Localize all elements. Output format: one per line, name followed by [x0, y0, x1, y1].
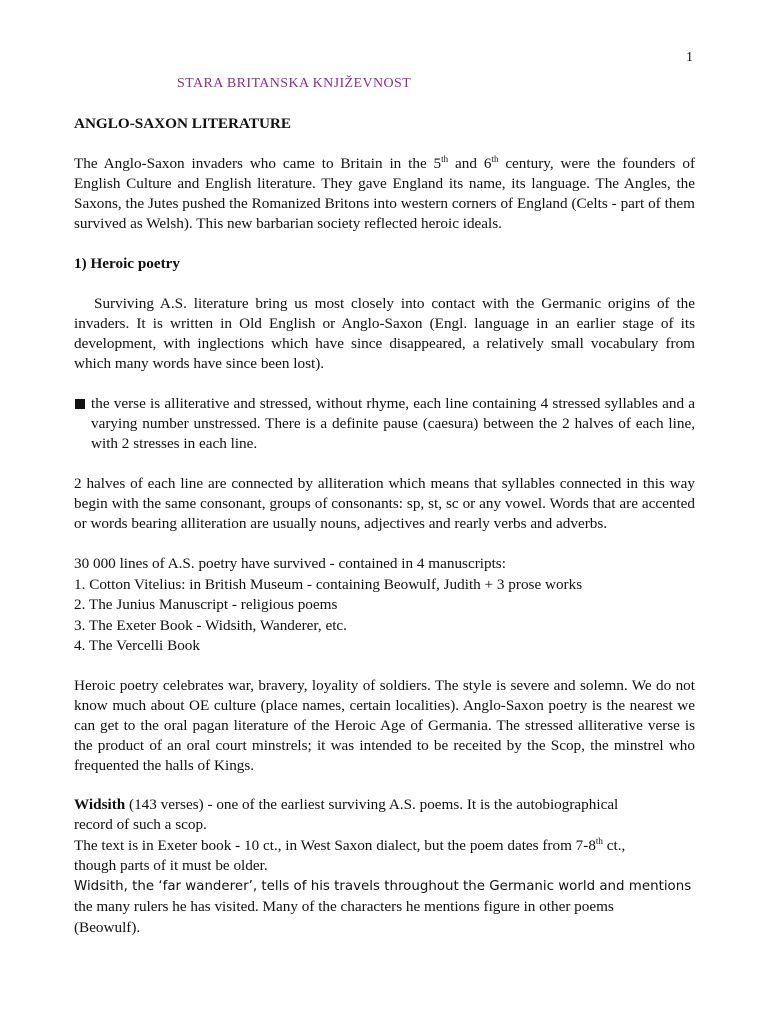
intro-paragraph [74, 154, 695, 234]
widsith-block [74, 795, 695, 939]
widsith-line-5: Widsith, the ‘far wanderer’, tells of his travels throughout the Germanic world and mentions [74, 878, 692, 894]
section-heading: ANGLO-SAXON LITERATURE [74, 115, 292, 132]
page-number: 1 [686, 50, 693, 65]
square-bullet-icon [75, 399, 85, 409]
intro-sup-1: th [441, 153, 449, 164]
widsith-line-4: though parts of it must be older. [74, 857, 268, 874]
intro-sup-2: th [491, 153, 499, 164]
widsith-line-6: the many rulers he has visited. Many of the characters he mentions figure in other poems [74, 898, 614, 915]
manuscript-item: 1. Cotton Vitelius: in British Museum - containing Beowulf, Judith + 3 prose works [74, 575, 583, 593]
heroic-poetry-heading: 1) Heroic poetry [74, 255, 180, 272]
intro-rest: of English Culture and English literature. They gave England its name, its language. The Angles, the Saxons, the Jutes pushed the Romanized Britons into western corners of England (Celts - part of them survived as Welsh). This new barbarian society reflected heroic ideals. [74, 155, 695, 232]
intro-line1-c: century, were the founders [498, 155, 676, 172]
widsith-line-7: (Beowulf). [74, 918, 141, 936]
widsith-line3-b: ct., [602, 836, 626, 854]
document-body [74, 114, 695, 938]
widsith-line1-rest: (143 verses) - one of the earliest surviving A.S. poems. It is the autobiographical [125, 795, 619, 813]
manuscripts-block [74, 554, 695, 657]
widsith-line3-a: The text is in Exeter book - 10 ct., in West Saxon dialect, but the poem dates from 7-8 [74, 836, 596, 854]
verse-bullet-text: the verse is alliterative and stressed, without rhyme, each line containing 4 stressed syllables and a varying number unstressed. There is a definite pause (caesura) between the 2 halves of each line, with 2 stresses in each line. [91, 395, 695, 452]
surviving-paragraph: Surviving A.S. literature bring us most closely into contact with the Germanic origins of the invaders. It is written in Old English or Anglo-Saxon (Engl. language in an earlier stage of its development, with inglections which have since disappeared, a relatively small vocabulary from which many words have since been lost). [74, 295, 695, 372]
manuscripts-intro: 30 000 lines of A.S. poetry have survived - contained in 4 manuscripts: [74, 555, 506, 572]
verse-bullet-item [74, 394, 695, 454]
manuscript-item: 2. The Junius Manuscript - religious poems [74, 596, 338, 613]
manuscript-item: 4. The Vercelli Book [74, 637, 200, 654]
intro-line1-b: and 6 [448, 155, 492, 172]
heroic-poetry-paragraph: Heroic poetry celebrates war, bravery, loyality of soldiers. The style is severe and solemn. We do not know much about OE culture (place names, certain localities). Anglo-Saxon poetry is the nearest we can get to the oral pagan literature of the Heroic Age of Germania. The stressed alliterative verse is the product of an oral court minstrels; it was intended to be receited by the Scop, the minstrel who frequented the halls of Kings. [74, 676, 695, 774]
manuscript-item: 3. The Exeter Book - Widsith, Wanderer, etc. [74, 616, 347, 634]
alliteration-paragraph: 2 halves of each line are connected by alliteration which means that syllables connected in this way begin with the same consonant, groups of consonants: sp, st, sc or any vowel. Words that are accented or words bearing alliteration are usually nouns, adjectives and rearly verbs and adverbs. [74, 475, 695, 532]
widsith-line-1 [74, 795, 695, 816]
widsith-line3-sup: th [595, 835, 603, 846]
widsith-name: Widsith [74, 795, 126, 813]
intro-line1-a: The Anglo-Saxon invaders who came to Britain in the 5 [74, 155, 442, 172]
widsith-line-2: record of such a scop. [74, 816, 207, 833]
widsith-line-3 [74, 836, 695, 857]
document-title: STARA BRITANSKA KNJIŽEVNOST [177, 76, 412, 91]
